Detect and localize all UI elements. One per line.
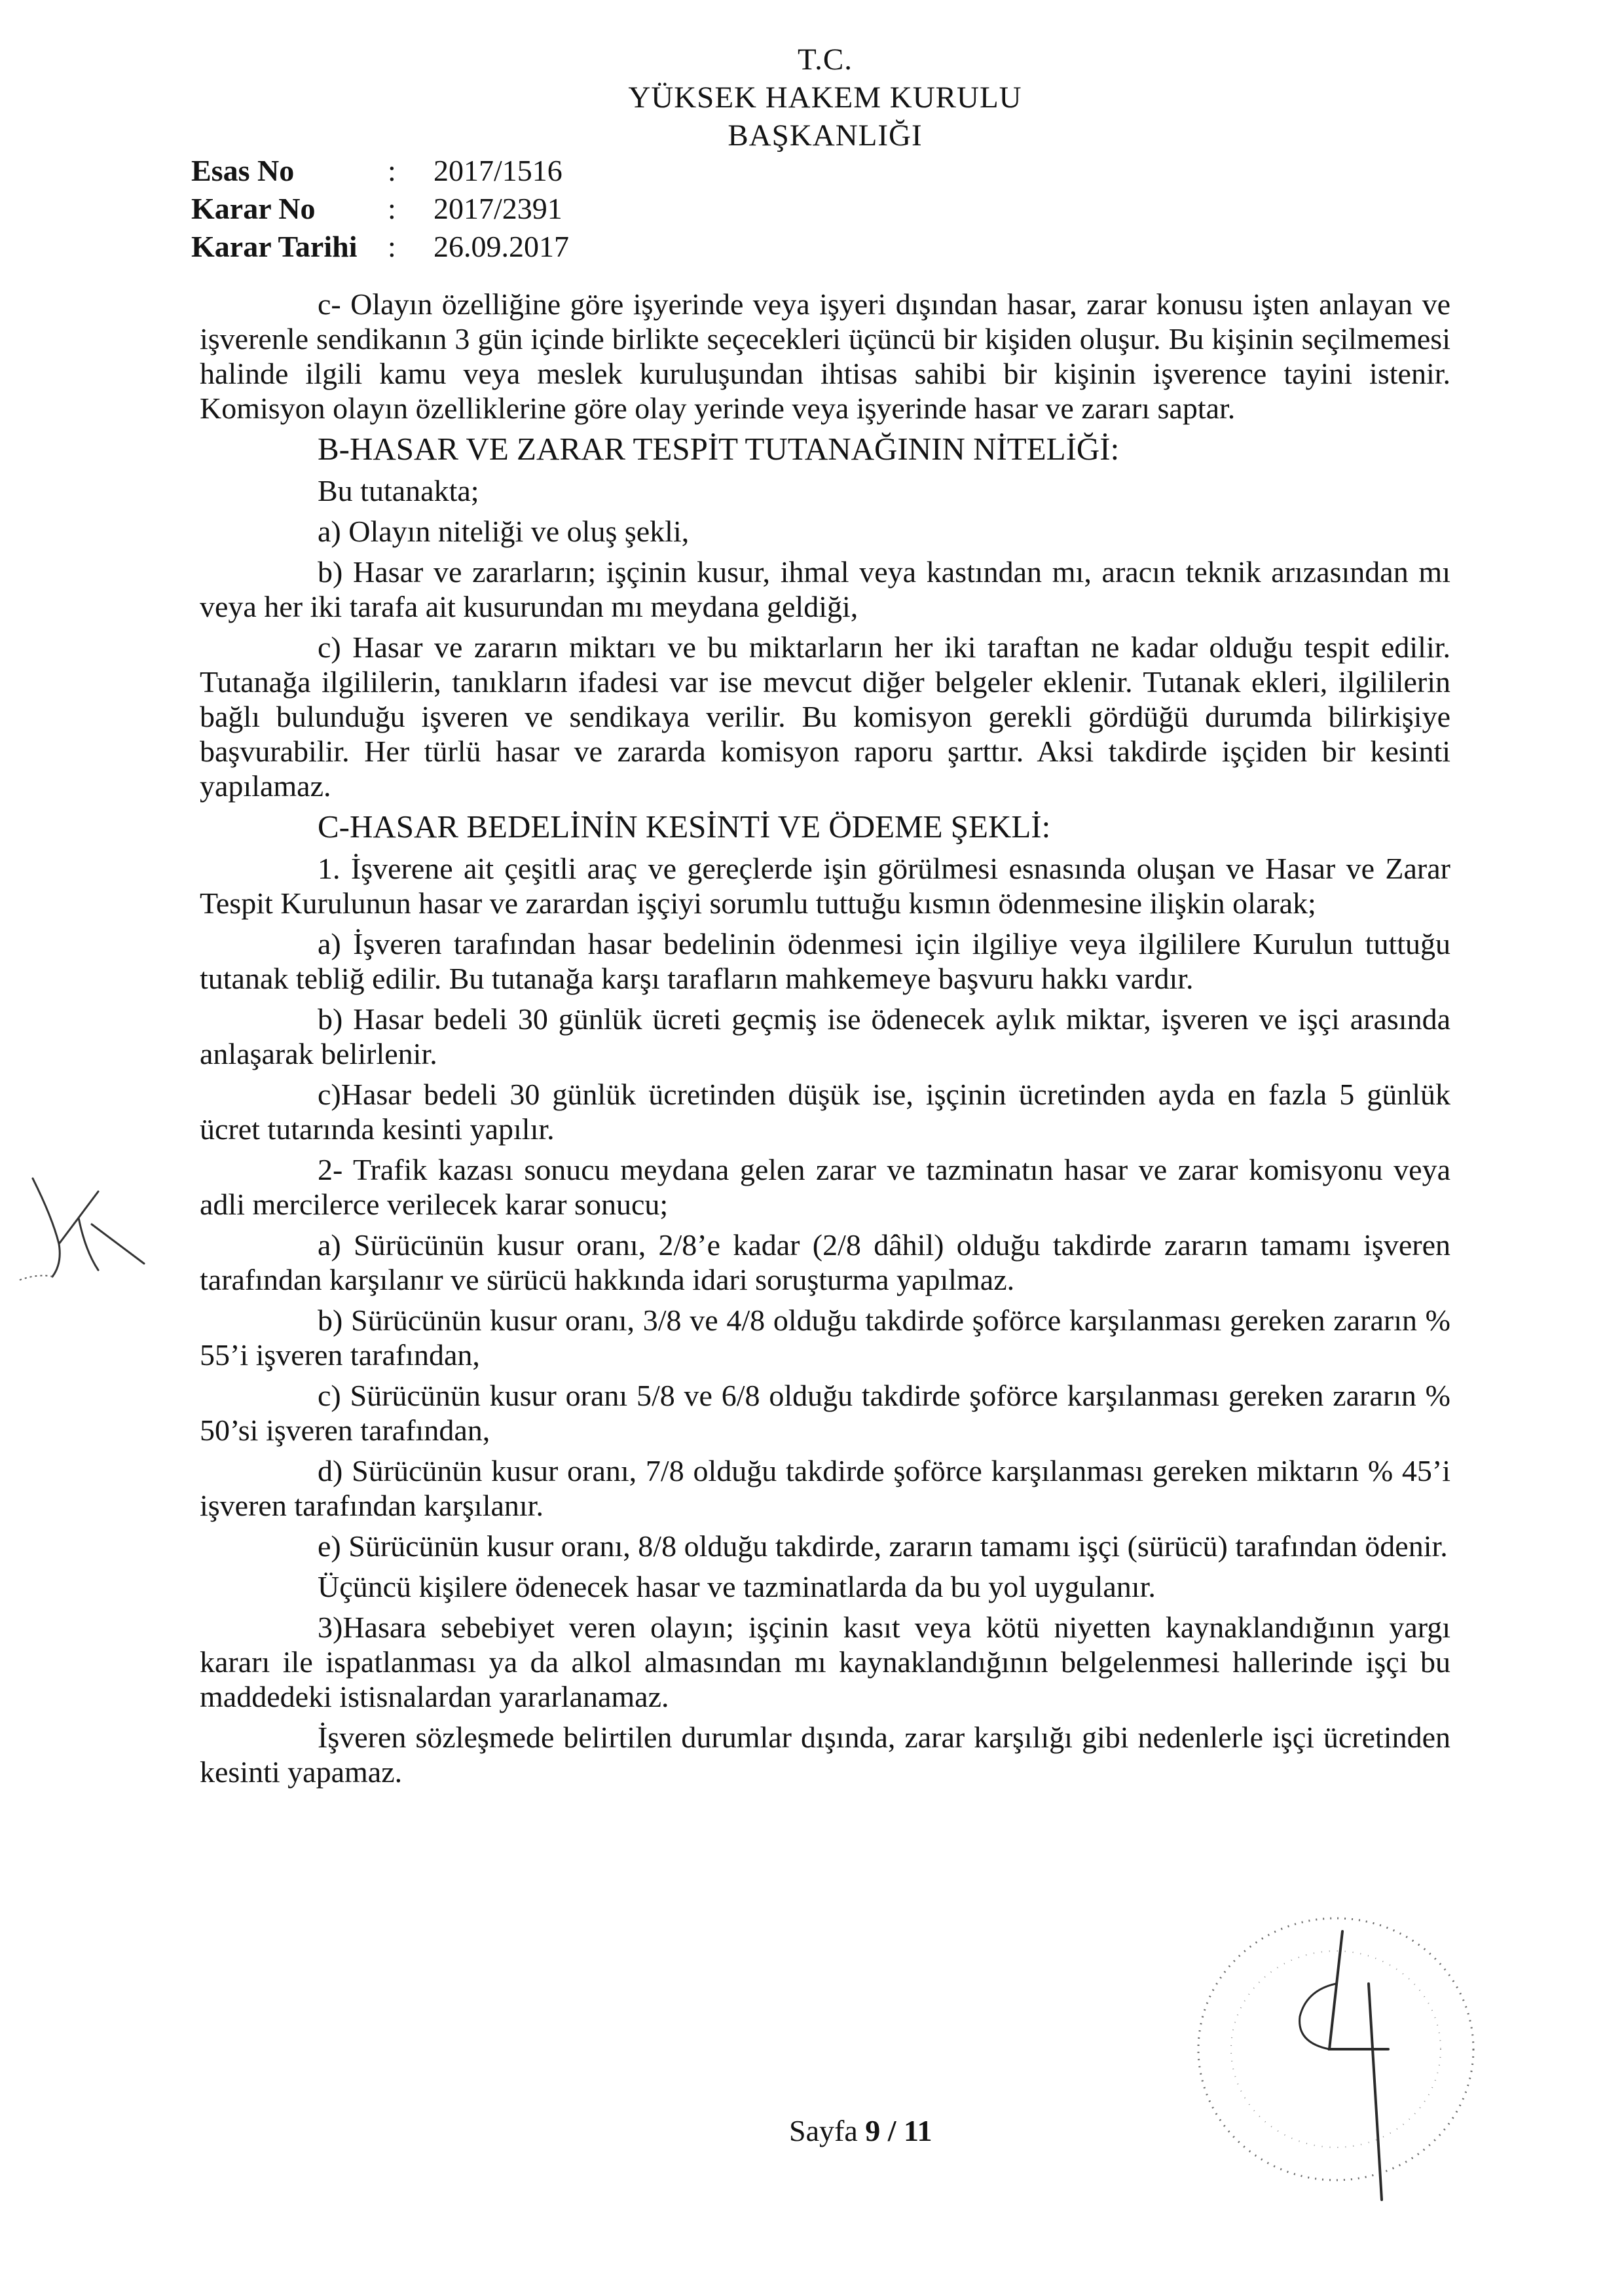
meta-separator: : — [388, 192, 396, 225]
case-metadata — [191, 152, 569, 266]
meta-value: 26.09.2017 — [434, 230, 569, 263]
paragraph-c-1a: a) İşveren tarafından hasar bedelinin ödenmesi için ilgiliye veya ilgililere Kurulun tuttuğu tutanak tebliğ edilir. Bu tutanağa karşı tarafların mahkemeye başvuru hakkı vardır. — [200, 927, 1450, 995]
paragraph-employer: İşveren sözleşmede belirtilen durumlar dışında, zarar karşılığı gibi nedenlerle işçi ücretinden kesinti yapamaz. — [200, 1721, 1450, 1789]
page-current: 9 — [865, 2114, 881, 2147]
paragraph-third-parties: Üçüncü kişilere ödenecek hasar ve tazminatlarda da bu yol uygulanır. — [318, 1570, 1156, 1603]
paragraph-bu-tutanakta: Bu tutanakta; — [318, 474, 479, 507]
meta-separator: : — [388, 154, 396, 187]
header-line-tc: T.C. — [797, 43, 853, 77]
paragraph-b-a: a) Olayın niteliği ve oluş şekli, — [318, 515, 690, 548]
paragraph-c: c- Olayın özelliğine göre işyerinde veya işyeri dışından hasar, zarar konusu işten anlayan ve işverenle sendikanın 3 gün içinde birlikte seçecekleri üçüncü bir kişiden oluşur. Bu kişinin seçilmemesi halinde ilgili kamu veya meslek kuruluşundan ihtisas sahibi bir kişinin işverence tayini istenir. Komisyon olayın özelliklerine göre olay yerinde veya işyerinde hasar ve zararı saptar. — [200, 287, 1450, 425]
meta-value: 2017/2391 — [434, 192, 563, 225]
meta-label: Karar No — [191, 192, 316, 225]
paragraph-c-1: 1. İşverene ait çeşitli araç ve gereçlerde işin görülmesi esnasında oluşan ve Hasar ve Zarar Tespit Kurulunun hasar ve zarardan işçiyi sorumlu tuttuğu kısmın ödenmesine ilişkin olarak; — [200, 852, 1450, 920]
document-header — [576, 41, 1074, 155]
heading-section-b: B-HASAR VE ZARAR TESPİT TUTANAĞININ NİTELİĞİ: — [318, 431, 1120, 467]
page-slash: / — [887, 2114, 896, 2147]
paragraph-b-c: c) Hasar ve zararın miktarı ve bu miktarların her iki taraftan ne kadar olduğu tespit edilir. Tutanağa ilgililerin, tanıkların ifadesi var ise mevcut diğer belgeler eklenir. Tutanak ekleri, ilgililerin bağlı bulunduğu işveren ve sendikaya verilir. Bu komisyon gerekli gördüğü durumda bilirkişiye başvurabilir. Her türlü hasar ve zararda komisyon raporu şarttır. Aksi takdirde işçiden bir kesinti yapılamaz. — [200, 630, 1450, 803]
handwritten-signature — [13, 1165, 157, 1296]
paragraph-c-2d: d) Sürücünün kusur oranı, 7/8 olduğu takdirde şoförce karşılanması gereken miktarın % 45’i işveren tarafından karşılanır. — [200, 1454, 1450, 1522]
header-line-presidency: BAŞKANLIĞI — [728, 118, 923, 153]
header-line-institution: YÜKSEK HAKEM KURULU — [628, 81, 1022, 115]
page-label: Sayfa — [789, 2114, 858, 2147]
meta-row-tarih — [191, 228, 569, 266]
meta-separator: : — [388, 230, 396, 263]
meta-row-karar — [191, 190, 569, 228]
meta-label: Esas No — [191, 154, 295, 187]
paragraph-c-2a: a) Sürücünün kusur oranı, 2/8’e kadar (2/8 dâhil) olduğu takdirde zararın tamamı işveren tarafından karşılanır ve sürücü hakkında idari soruşturma yapılmaz. — [200, 1228, 1450, 1296]
paragraph-c-1b: b) Hasar bedeli 30 günlük ücreti geçmiş ise ödenecek aylık miktar, işveren ve işçi arasında anlaşarak belirlenir. — [200, 1002, 1450, 1070]
meta-row-esas — [191, 152, 569, 190]
heading-section-c: C-HASAR BEDELİNİN KESİNTİ VE ÖDEME ŞEKLİ: — [318, 809, 1051, 845]
page-total: 11 — [904, 2114, 932, 2147]
meta-value: 2017/1516 — [434, 154, 563, 187]
paragraph-c-1c: c)Hasar bedeli 30 günlük ücretinden düşük ise, işçinin ücretinden ayda en fazla 5 günlük ücret tutarında kesinti yapılır. — [200, 1078, 1450, 1146]
paragraph-b-b: b) Hasar ve zararların; işçinin kusur, ihmal veya kastından mı, aracın teknik arızasından mı veya her iki tarafa ait kusurundan mı meydana geldiği, — [200, 555, 1450, 623]
paragraph-c-2e: e) Sürücünün kusur oranı, 8/8 olduğu takdirde, zararın tamamı işçi (sürücü) tarafından ödenir. — [318, 1529, 1448, 1563]
meta-label: Karar Tarihi — [191, 230, 358, 263]
paragraph-c-3: 3)Hasara sebebiyet veren olayın; işçinin kasıt veya kötü niyetten kaynaklandığının yargı kararı ile ispatlanması ya da alkol almasından mı kaynaklandığının belgelenmesi hallerinde işçi bu maddedeki istisnalardan yararlanamaz. — [200, 1611, 1450, 1713]
paragraph-c-2c: c) Sürücünün kusur oranı 5/8 ve 6/8 olduğu takdirde şoförce karşılanması gereken zararın % 50’si işveren tarafından, — [200, 1379, 1450, 1447]
paragraph-c-2: 2- Trafik kazası sonucu meydana gelen zarar ve tazminatın hasar ve zarar komisyonu veya adli mercilerce verilecek karar sonucu; — [200, 1153, 1450, 1221]
document-body — [200, 287, 1450, 1795]
page-footer — [789, 2113, 932, 2148]
paragraph-c-2b: b) Sürücünün kusur oranı, 3/8 ve 4/8 olduğu takdirde şoförce karşılanması gereken zararın % 55’i işveren tarafından, — [200, 1303, 1450, 1372]
official-stamp — [1166, 1886, 1506, 2213]
